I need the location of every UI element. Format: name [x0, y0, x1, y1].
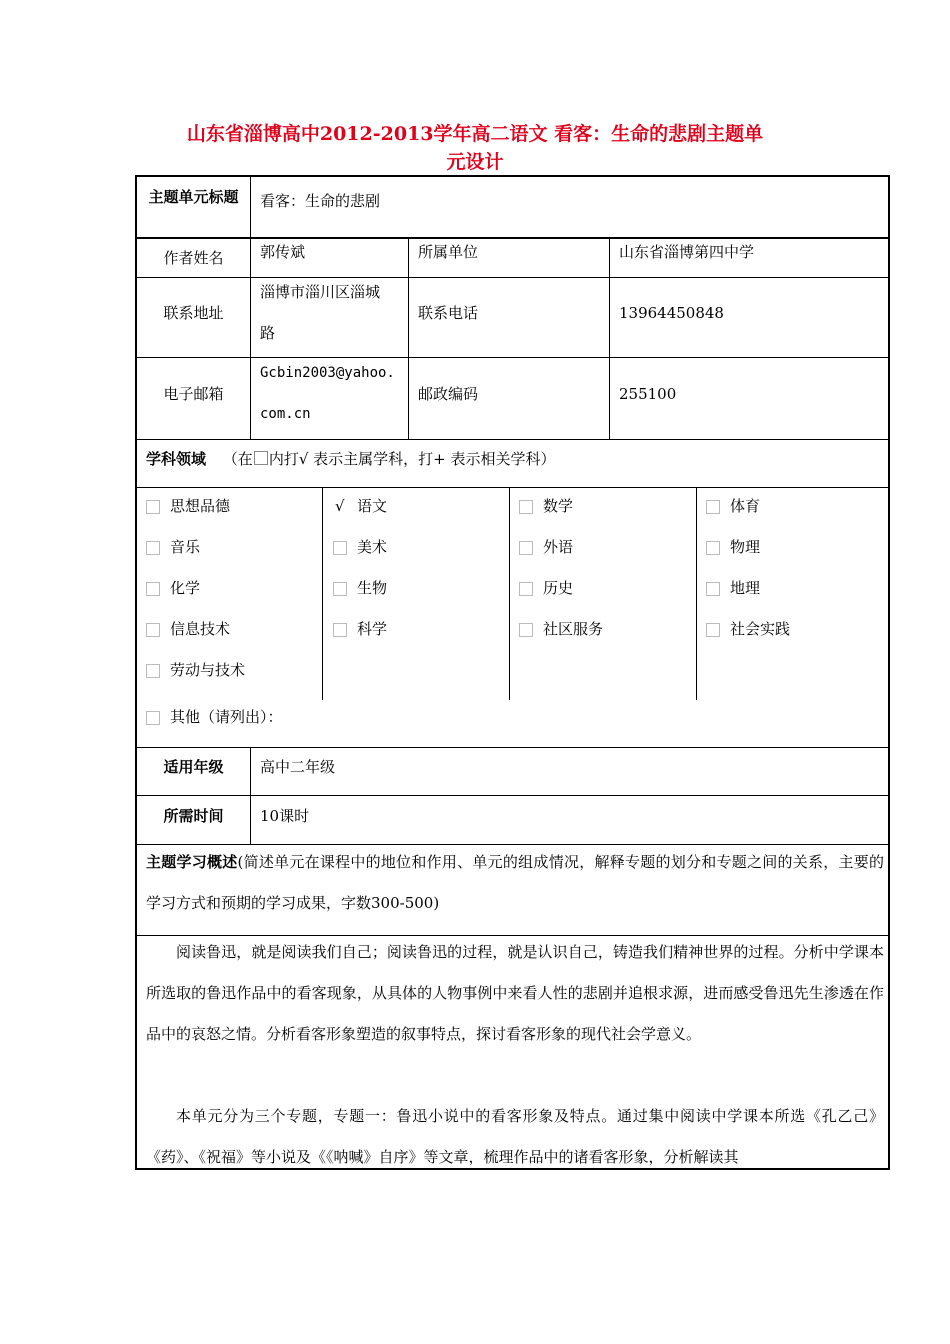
subject-item: 生物	[357, 579, 388, 597]
body-paragraph-1: 阅读鲁迅，就是阅读我们自己；阅读鲁迅的过程，就是认识自己，铸造我们精神世界的过程。分析中学课本所选取的鲁迅作品中的看客现象，从具体的人物事例中来看人性的悲剧并追根求源，进而感受鲁迅先生渗透在作品中的哀怒之情。分析看客形象塑造的叙事特点，探讨看客形象的现代社会学意义。	[146, 943, 884, 1043]
zip-value: 255100	[619, 385, 677, 403]
time-label: 所需时间	[163, 807, 224, 825]
subject-item: 信息技术	[170, 620, 231, 638]
subject-item: 科学	[357, 620, 388, 638]
col-divider	[609, 237, 610, 439]
checkbox-icon[interactable]	[706, 500, 720, 514]
overview-note: (简述单元在课程中的地位和作用、单元的组成情况，解释专题的划分和专题之间的关系，主要的学习方式和预期的学习成果，字数300-500)	[146, 853, 884, 912]
address-line-2: 路	[260, 324, 276, 342]
subject-item: 思想品德	[170, 497, 231, 515]
checkbox-sample-icon	[254, 451, 268, 465]
subject-item: 社区服务	[543, 620, 604, 638]
zip-label: 邮政编码	[418, 385, 479, 403]
address-line-1: 淄博市淄川区淄城	[260, 283, 381, 301]
unit-title-value: 看客：生命的悲剧	[260, 192, 381, 210]
checkbox-icon[interactable]	[333, 623, 347, 637]
checkbox-icon[interactable]	[146, 711, 160, 725]
checkbox-icon[interactable]	[146, 623, 160, 637]
phone-value: 13964450848	[619, 304, 724, 322]
subject-label: 学科领域	[146, 450, 207, 468]
title-line-2: 元设计	[446, 151, 504, 173]
subject-item: 外语	[543, 538, 574, 556]
checkbox-icon[interactable]	[146, 582, 160, 596]
col-divider	[696, 487, 697, 700]
phone-label: 联系电话	[418, 304, 479, 322]
body-paragraph-2: 本单元分为三个专题，专题一：鲁迅小说中的看客形象及特点。通过集中阅读中学课本所选《孔乙己》《药》、《祝福》等小说及《《呐喊》自序》等文章，梳理作品中的诸看客形象，分析解读其	[146, 1107, 884, 1166]
checkbox-icon[interactable]	[519, 582, 533, 596]
overview-label: 主题学习概述	[146, 853, 238, 871]
subject-item: 化学	[170, 579, 201, 597]
checkbox-icon[interactable]	[146, 664, 160, 678]
author-label: 作者姓名	[163, 249, 224, 267]
subject-item: 地理	[730, 579, 761, 597]
time-value: 10课时	[260, 807, 310, 825]
subject-item: 体育	[730, 497, 761, 515]
overview-header	[146, 842, 884, 924]
check-mark-icon[interactable]: √	[335, 497, 345, 515]
checkbox-icon[interactable]	[706, 541, 720, 555]
checkbox-icon[interactable]	[519, 500, 533, 514]
subject-item: 数学	[543, 497, 574, 515]
checkbox-icon[interactable]	[519, 541, 533, 555]
subject-header	[146, 449, 555, 469]
checkbox-icon[interactable]	[333, 541, 347, 555]
author-value: 郭传斌	[260, 243, 306, 261]
subject-other: 其他（请列出）：	[170, 708, 283, 726]
subject-item: 美术	[357, 538, 388, 556]
row-divider	[137, 439, 888, 440]
checkbox-icon[interactable]	[146, 541, 160, 555]
grade-value: 高中二年级	[260, 758, 336, 776]
col-divider	[322, 487, 323, 700]
form-table	[135, 175, 890, 1170]
email-line-2: com.cn	[260, 406, 311, 422]
org-label: 所属单位	[418, 243, 479, 261]
col-divider	[408, 237, 409, 439]
subject-item: 物理	[730, 538, 761, 556]
title-line-1: 山东省淄博高中2012-2013学年高二语文 看客：生命的悲剧主题单	[186, 123, 764, 145]
address-label: 联系地址	[163, 304, 224, 322]
grade-label: 适用年级	[163, 758, 224, 776]
email-line-1: Gcbin2003@yahoo.	[260, 365, 395, 381]
unit-title-label: 主题单元标题	[148, 188, 239, 206]
subject-note-post: 内打√ 表示主属学科，打+ 表示相关学科）	[268, 450, 556, 468]
row-divider	[137, 487, 888, 488]
checkbox-icon[interactable]	[333, 582, 347, 596]
subject-item: 劳动与技术	[170, 661, 246, 679]
checkbox-icon[interactable]	[706, 582, 720, 596]
email-label: 电子邮箱	[163, 385, 224, 403]
checkbox-icon[interactable]	[706, 623, 720, 637]
subject-item: 音乐	[170, 538, 201, 556]
document-title	[120, 120, 830, 176]
subject-note-pre: （在	[222, 450, 253, 468]
subject-item: 历史	[543, 579, 574, 597]
col-divider	[250, 747, 251, 844]
col-divider	[509, 487, 510, 700]
org-value: 山东省淄博第四中学	[619, 243, 755, 261]
checkbox-icon[interactable]	[519, 623, 533, 637]
subject-item: 语文	[357, 497, 388, 515]
checkbox-icon[interactable]	[146, 500, 160, 514]
col-divider	[250, 177, 251, 439]
subject-item: 社会实践	[730, 620, 791, 638]
